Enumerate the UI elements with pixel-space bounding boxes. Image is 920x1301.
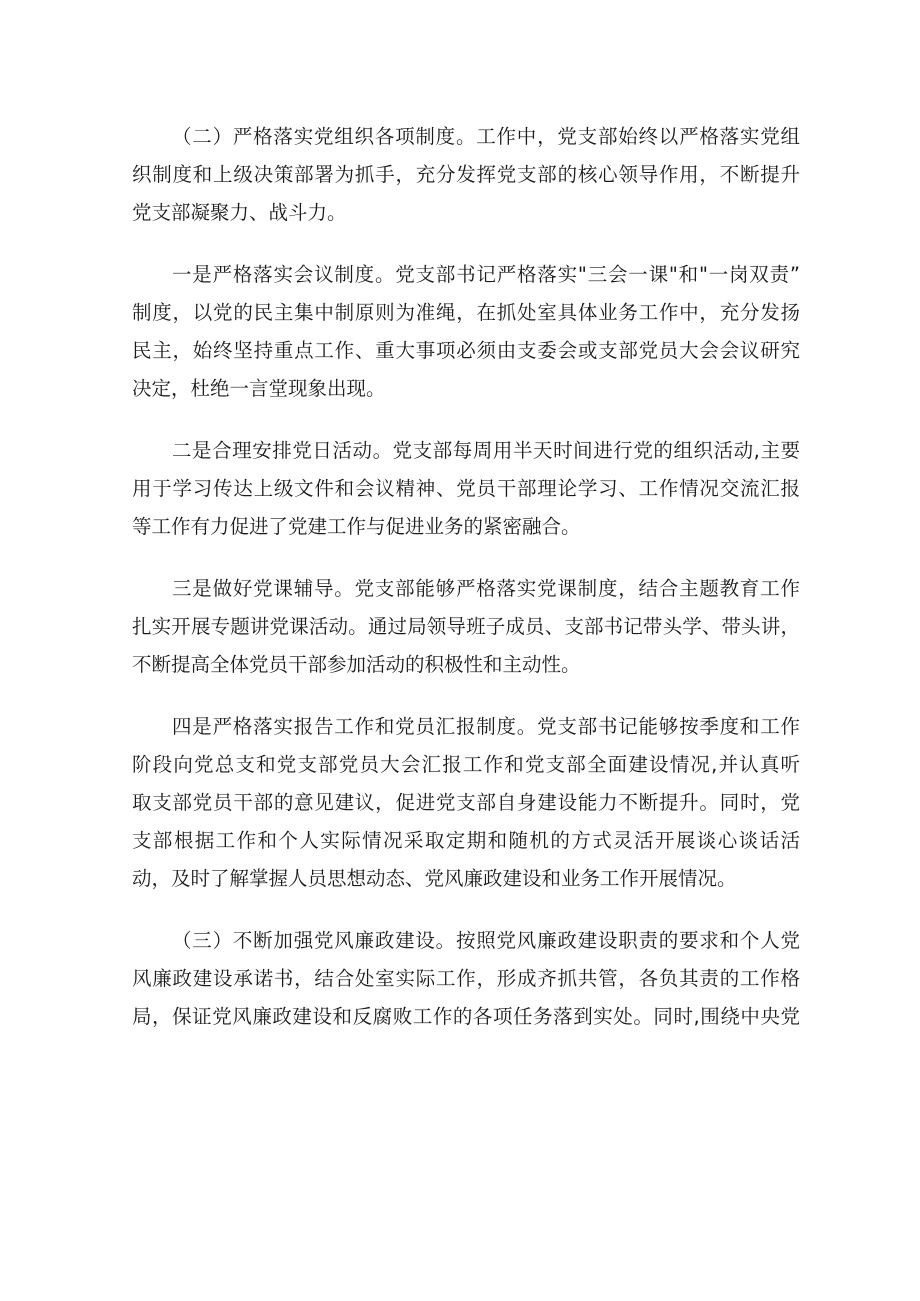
paragraph-meeting-system: [132, 256, 800, 408]
paragraph-organization-system: [132, 118, 800, 232]
document-body: [132, 118, 800, 1060]
paragraph-line: 阶段向党总支和党支部党员大会汇报工作和党支部全面建设情况,并认真听: [132, 753, 800, 776]
paragraph-party-lecture: [132, 570, 800, 684]
paragraph-line: 四是严格落实报告工作和党员汇报制度。党支部书记能够按季度和工作: [172, 715, 800, 738]
paragraph-line: 三是做好党课辅导。党支部能够严格落实党课制度，结合主题教育工作: [172, 577, 800, 600]
paragraph-reporting-system: [132, 708, 800, 898]
paragraph-line: 动，及时了解掌握人员思想动态、党风廉政建设和业务工作开展情况。: [132, 867, 737, 890]
paragraph-line: 取支部党员干部的意见建议，促进党支部自身建设能力不断提升。同时，党: [132, 791, 800, 814]
paragraph-line: 党支部凝聚力、战斗力。: [132, 201, 347, 224]
paragraph-line: （二）严格落实党组织各项制度。工作中，党支部始终以严格落实党组: [172, 125, 800, 148]
paragraph-line: 扎实开展专题讲党课活动。通过局领导班子成员、支部书记带头学、带头讲，: [132, 615, 800, 638]
paragraph-line: 决定，杜绝一言堂现象出现。: [132, 377, 386, 400]
paragraph-line: 风廉政建设承诺书，结合处室实际工作，形成齐抓共管，各负其责的工作格: [132, 967, 800, 990]
paragraph-line: 二是合理安排党日活动。党支部每周用半天时间进行党的组织活动,主要: [172, 439, 800, 462]
paragraph-line: 局，保证党风廉政建设和反腐败工作的各项任务落到实处。同时,围绕中央党: [132, 1005, 800, 1028]
paragraph-line: 等工作有力促进了党建工作与促进业务的紧密融合。: [132, 515, 581, 538]
paragraph-line: 支部根据工作和个人实际情况采取定期和随机的方式灵活开展谈心谈话活: [132, 829, 800, 852]
paragraph-integrity-building: [132, 922, 800, 1036]
paragraph-line: 不断提高全体党员干部参加活动的积极性和主动性。: [132, 653, 581, 676]
paragraph-line: 织制度和上级决策部署为抓手，充分发挥党支部的核心领导作用，不断提升: [132, 163, 800, 186]
paragraph-line: 民主，始终坚持重点工作、重大事项必须由支委会或支部党员大会会议研究: [132, 339, 800, 362]
paragraph-line: 一是严格落实会议制度。党支部书记严格落实"三会一课"和"一岗双责”: [172, 263, 800, 286]
paragraph-party-day: [132, 432, 800, 546]
paragraph-line: 制度，以党的民主集中制原则为准绳，在抓处室具体业务工作中，充分发扬: [132, 301, 800, 324]
paragraph-line: 用于学习传达上级文件和会议精神、党员干部理论学习、工作情况交流汇报: [132, 477, 800, 500]
paragraph-line: （三）不断加强党风廉政建设。按照党风廉政建设职责的要求和个人党: [172, 929, 800, 952]
